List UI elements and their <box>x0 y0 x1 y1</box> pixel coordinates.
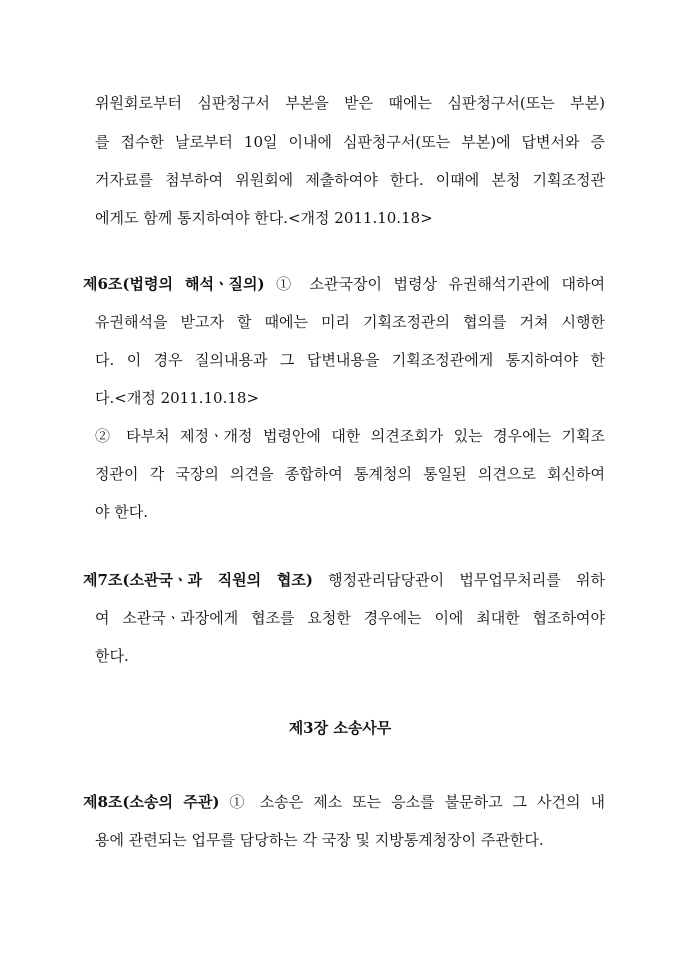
article-7-heading: 제7조(소관국ㆍ과 직원의 협조) <box>83 571 313 589</box>
article-8-first-line-text: ① 소송은 제소 또는 응소를 불문하고 그 사건의 내 <box>219 793 605 811</box>
article-8-heading: 제8조(소송의 주관) <box>83 793 220 811</box>
continuation-line-2: 를 접수한 날로부터 10일 이내에 심판청구서(또는 부본)에 답변서와 증 <box>95 133 605 151</box>
article-7-first-line-text: 행정관리담당관이 법무업무처리를 위하 <box>312 571 605 589</box>
article-6-heading: 제6조(법령의 해석ㆍ질의) <box>83 275 265 293</box>
article-6-line-2: 유권해석을 받고자 할 때에는 미리 기획조정관의 협의를 거쳐 시행한 <box>95 313 605 331</box>
article-6-first-line-text: ① 소관국장이 법령상 유권해석기관에 대하여 <box>264 275 605 293</box>
article-6-first-line <box>83 274 605 294</box>
article-8-first-line <box>83 792 605 812</box>
continuation-line-3: 거자료를 첨부하여 위원회에 제출하여야 한다. 이때에 본청 기획조정관 <box>95 171 605 189</box>
article-7-line-3: 한다. <box>95 647 129 665</box>
article-6-paragraph-2-line-3: 야 한다. <box>95 503 149 521</box>
article-6-line-3: 다. 이 경우 질의내용과 그 답변내용을 기획조정관에게 통지하여야 한 <box>95 351 605 369</box>
continuation-line-1: 위원회로부터 심판청구서 부본을 받은 때에는 심판청구서(또는 부본) <box>95 94 605 112</box>
article-6-line-4: 다.<개정 2011.10.18> <box>95 389 260 407</box>
article-7-line-2: 여 소관국ㆍ과장에게 협조를 요청한 경우에는 이에 최대한 협조하여야 <box>95 609 605 627</box>
continuation-line-4: 에게도 함께 통지하여야 한다.<개정 2011.10.18> <box>95 209 433 227</box>
article-8-line-2: 용에 관련되는 업무를 담당하는 각 국장 및 지방통계청장이 주관한다. <box>95 831 544 849</box>
article-6-paragraph-2-line-2: 정관이 각 국장의 의견을 종합하여 통계청의 통일된 의견으로 회신하여 <box>95 465 605 483</box>
article-6-paragraph-2-line-1: ② 타부처 제정ㆍ개정 법령안에 대한 의견조회가 있는 경우에는 기획조 <box>95 427 605 445</box>
article-7-first-line <box>83 570 605 590</box>
chapter-3-title: 제3장 소송사무 <box>288 719 392 737</box>
